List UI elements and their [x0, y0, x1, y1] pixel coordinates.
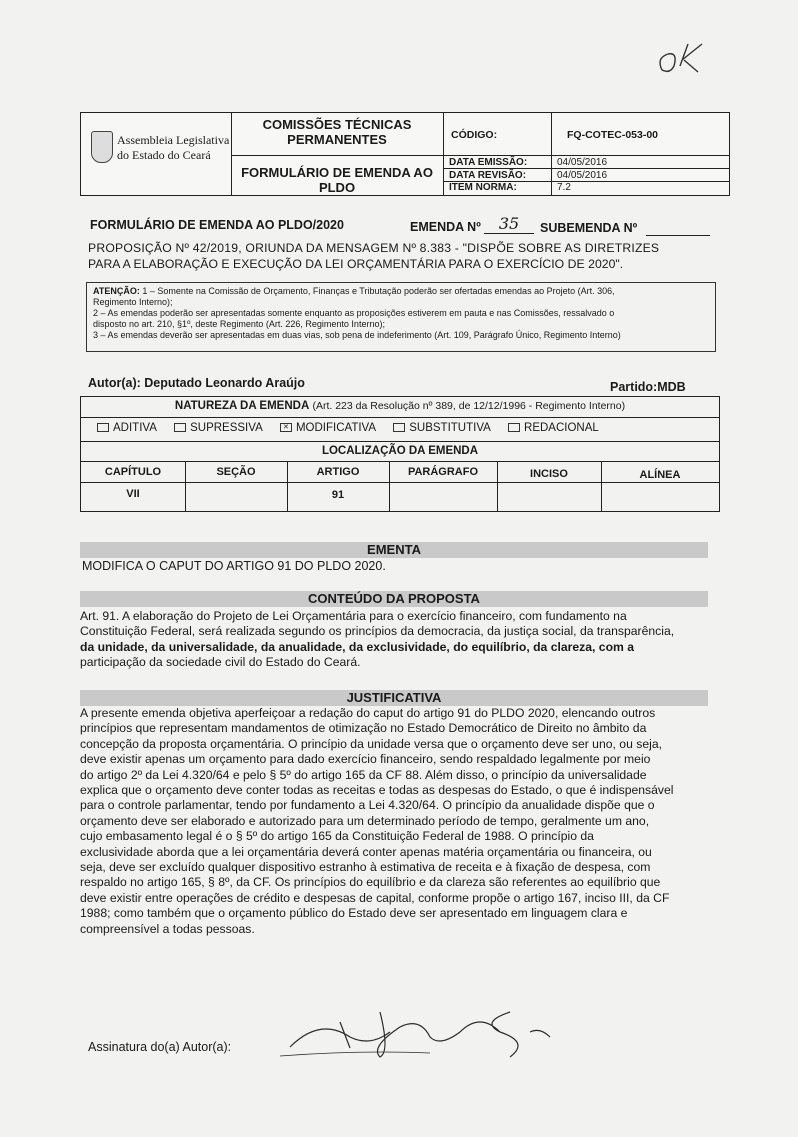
- option-aditiva-label: ADITIVA: [113, 422, 157, 434]
- header-table: [80, 112, 730, 196]
- atencao-line1: 1 – Somente na Comissão de Orçamento, Finanças e Tributação poderão ser ofertadas emendas ao Projeto (Art. 306,: [142, 286, 615, 296]
- justificativa-line: concepção da proposta orçamentária. O princípio da unidade versa que o orçamento deve ser uno, ou seja,: [80, 736, 662, 751]
- justificativa-title: JUSTIFICATIVA: [80, 690, 708, 706]
- data-revisao-value: 04/05/2016: [557, 170, 608, 181]
- atencao-line3: 2 – As emendas poderão ser apresentadas somente enquanto as proposições estiverem em pauta e nas Comissões, ressalvado o: [93, 308, 615, 318]
- subemenda-label: SUBEMENDA Nº: [540, 221, 638, 235]
- conteudo-text: [80, 609, 710, 671]
- justificativa-line: orçamento deve ser elaborado e autorizado para um determinado período de tempo, geralmente um ano,: [80, 813, 650, 828]
- natureza-header: [81, 400, 719, 412]
- option-modificativa-label: MODIFICATIVA: [295, 422, 377, 434]
- justificativa-line: exclusividade aborda que a lei orçamentária deverá conter apenas matéria orçamentária ou financeira, ou: [80, 844, 652, 859]
- col-capitulo: CAPÍTULO: [104, 466, 162, 478]
- atencao-label: ATENÇÃO:: [93, 286, 140, 296]
- proposicao-line2: PARA A ELABORAÇÃO E EXECUÇÃO DA LEI ORÇAMENTÁRIA PARA O EXERCÍCIO DE 2020".: [88, 257, 624, 271]
- justificativa-line: cujo embasamento legal é o § 5º do artigo 165 da Constituição Federal de 1988. O princípio da: [80, 829, 594, 844]
- justificativa-line: deve existir entre operações de crédito e despesas de capital, conforme propõe o artigo 167, inciso III, da CF: [80, 890, 670, 905]
- logo: [81, 113, 231, 195]
- org-name-line2: do Estado do Ceará: [117, 148, 211, 162]
- val-artigo: 91: [331, 489, 345, 501]
- justificativa-line: explica que o orçamento deve conter todas as receitas e todas as despesas do Estado, o que é indispensável: [80, 783, 674, 798]
- justificativa-line: respaldo no artigo 165, § 8º, da CF. Os princípios do equilíbrio e da clareza são referentes ao equilíbrio que: [80, 875, 661, 890]
- conteudo-line: participação da sociedade civil do Estado do Ceará.: [80, 655, 361, 670]
- assinatura-label: Assinatura do(a) Autor(a):: [88, 1040, 232, 1054]
- atencao-box: [86, 282, 716, 352]
- partido-label: Partido:MDB: [610, 380, 686, 394]
- justificativa-line: A presente emenda objetiva aperfeiçoar a redação do caput do artigo 91 do PLDO 2020, elencando outros: [80, 706, 656, 720]
- natureza-title: NATUREZA DA EMENDA: [174, 400, 310, 412]
- justificativa-line: deve existir apenas um orçamento para dado exercício financeiro, sendo respaldado legalmente por meio: [80, 752, 651, 767]
- justificativa-line: seja, deve ser excluído qualquer dispositivo estranho à estimativa de receita e à fixação de despesa, com: [80, 860, 651, 875]
- data-emissao-label: DATA EMISSÃO:: [449, 157, 528, 168]
- emenda-number: 35: [484, 214, 534, 234]
- header-title-line1: COMISSÕES TÉCNICAS: [262, 117, 412, 132]
- item-norma-value: 7.2: [557, 182, 571, 193]
- localizacao-grid: [81, 461, 719, 511]
- col-inciso: INCISO: [530, 468, 568, 480]
- handwritten-ok-mark: [650, 30, 720, 90]
- checkbox-substitutiva[interactable]: [393, 423, 405, 432]
- justificativa-text: [80, 706, 710, 937]
- natureza-table: [80, 396, 720, 512]
- option-modificativa[interactable]: [280, 422, 376, 434]
- option-substitutiva[interactable]: [393, 422, 491, 434]
- natureza-options: [97, 422, 599, 434]
- checkbox-aditiva[interactable]: [97, 423, 109, 432]
- data-emissao-value: 04/05/2016: [557, 157, 608, 168]
- col-artigo: ARTIGO: [316, 466, 360, 478]
- justificativa-line: princípios que representam mandamentos de otimização no Estado Democrático de Direito no âmbito da: [80, 721, 647, 736]
- emenda-label: EMENDA Nº: [410, 220, 481, 234]
- localizacao-title: LOCALIZAÇÃO DA EMENDA: [321, 445, 479, 457]
- justificativa-line: do artigo 2º da Lei 4.320/64 e pelo § 5º do artigo 165 da CF 88. Além disso, o princípio da universalidade: [80, 767, 647, 782]
- atencao-line5: 3 – As emendas deverão ser apresentadas em duas vias, sob pena de indeferimento (Art. 109, Parágrafo Único, Regimento Interno): [93, 330, 621, 340]
- header-title-line2: PERMANENTES: [287, 132, 387, 147]
- col-paragrafo: PARÁGRAFO: [407, 466, 479, 478]
- justificativa-line: 1988; como também que o orçamento público do Estado deve ser apresentado em linguagem clara e: [80, 906, 628, 921]
- option-substitutiva-label: SUBSTITUTIVA: [409, 422, 491, 434]
- justificativa-line: compreensível a todas pessoas.: [80, 921, 255, 936]
- codigo-label: CÓDIGO:: [451, 129, 498, 141]
- option-redacional[interactable]: [508, 422, 599, 434]
- checkbox-redacional[interactable]: [508, 423, 520, 432]
- proposicao-line1: PROPOSIÇÃO Nº 42/2019, ORIUNDA DA MENSAGEM Nº 8.383 - "DISPÕE SOBRE AS DIRETRIZES: [88, 241, 660, 255]
- conteudo-line: Art. 91. A elaboração do Projeto de Lei Orçamentária para o exercício financeiro, com fundamento na: [80, 609, 627, 623]
- checkbox-modificativa-checked[interactable]: ✕: [280, 423, 292, 432]
- ementa-title: EMENTA: [80, 542, 708, 558]
- org-name-line1: Assembleia Legislativa: [117, 133, 230, 147]
- form-title: FORMULÁRIO DE EMENDA AO PLDO/2020: [90, 218, 344, 232]
- codigo-value: FQ-COTEC-053-00: [567, 129, 659, 141]
- option-supressiva-label: SUPRESSIVA: [190, 422, 263, 434]
- subemenda-blank: [646, 235, 710, 236]
- ementa-text: MODIFICA O CAPUT DO ARTIGO 91 DO PLDO 2020.: [82, 559, 386, 573]
- atencao-line2: Regimento Interno);: [93, 297, 173, 307]
- conteudo-title: CONTEÚDO DA PROPOSTA: [80, 591, 708, 607]
- conteudo-line: da unidade, da universalidade, da anualidade, da exclusividade, do equilíbrio, da clareza, com a: [80, 639, 635, 654]
- col-alinea: ALÍNEA: [639, 469, 681, 481]
- justificativa-line: para o controle parlamentar, tendo por fundamento a Lei 4.320/64. O princípio da anualidade dispõe que o: [80, 798, 655, 813]
- form-title-header: FORMULÁRIO DE EMENDA AO PLDO: [241, 165, 433, 195]
- autor-label: Autor(a): Deputado Leonardo Araújo: [88, 376, 305, 390]
- val-capitulo: VII: [126, 488, 140, 500]
- option-supressiva[interactable]: [174, 422, 263, 434]
- natureza-subtitle: (Art. 223 da Resolução nº 389, de 12/12/1996 - Regimento Interno): [312, 400, 626, 412]
- handwritten-signature: [280, 992, 580, 1062]
- data-revisao-label: DATA REVISÃO:: [449, 170, 527, 181]
- item-norma-label: ITEM NORMA:: [449, 182, 517, 193]
- crest-icon: [91, 131, 113, 163]
- conteudo-line: Constituição Federal, será realizada segundo os princípios da democracia, da justiça social, da transparência,: [80, 624, 675, 639]
- header-title: [231, 117, 443, 147]
- option-aditiva[interactable]: [97, 422, 157, 434]
- checkbox-supressiva[interactable]: [174, 423, 186, 432]
- option-redacional-label: REDACIONAL: [524, 422, 599, 434]
- col-secao: SEÇÃO: [216, 466, 256, 478]
- atencao-line4: disposto no art. 210, §1º, deste Regimento (Art. 226, Regimento Interno);: [93, 319, 385, 329]
